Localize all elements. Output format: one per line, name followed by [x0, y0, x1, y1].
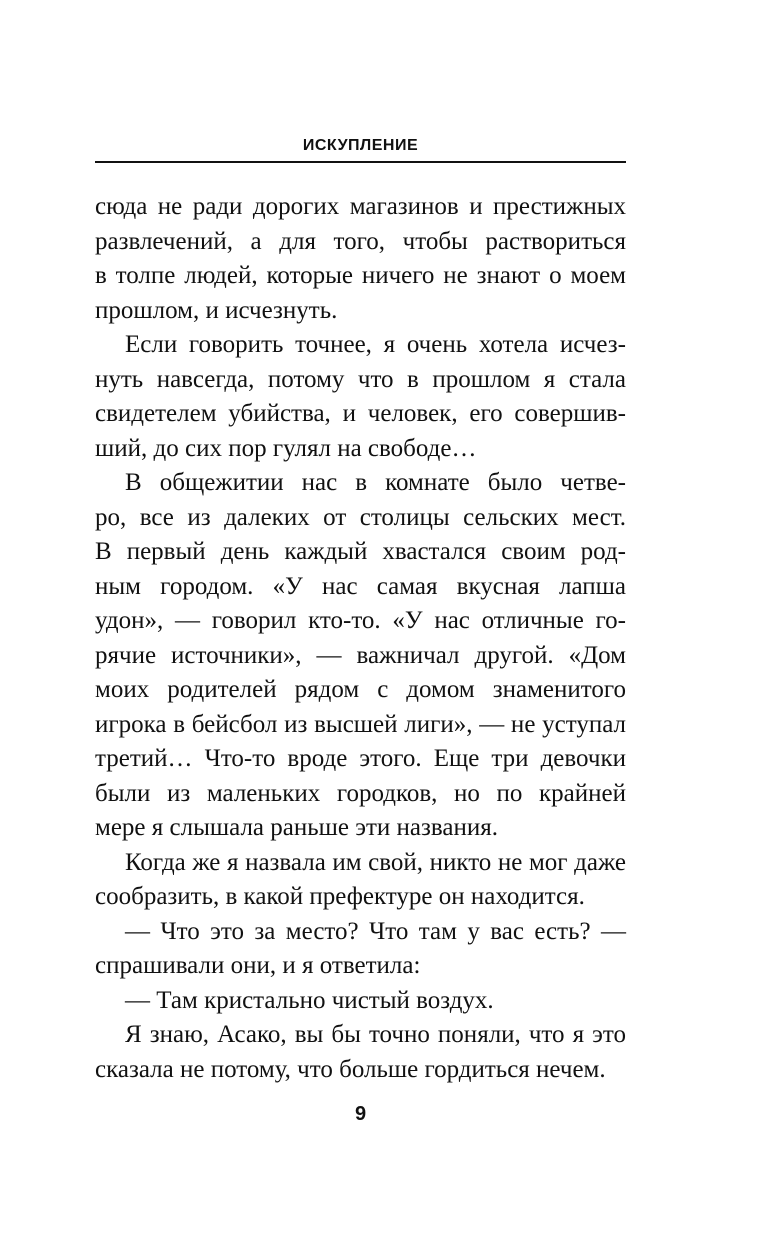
text-line: свидетелем убийства, и человек, его совершив- — [95, 400, 626, 427]
text-line: удон», — говорил кто-то. «У нас отличные го- — [95, 607, 626, 634]
text-line: мере я слышала раньше эти названия. — [95, 814, 498, 841]
text-line: рячие источники», — важничал другой. «Дом — [95, 641, 626, 669]
text-line: нуть навсегда, потому что в прошлом я стала — [95, 365, 626, 393]
text-line: сюда не ради дорогих магазинов и престижных — [95, 193, 626, 220]
dialogue-paragraph — [95, 915, 626, 984]
text-line: Если говорить точнее, я очень хотела исчез- — [125, 331, 626, 358]
text-line: В первый день каждый хвастался своим род- — [95, 538, 626, 565]
page-number: 9 — [354, 1103, 367, 1125]
paragraph — [95, 466, 626, 846]
text-line: ший, до сих пор гулял на свободе… — [95, 434, 477, 462]
text-line: развлечений, а для того, чтобы раствориться — [95, 227, 626, 255]
text-line: В общежитии нас в комнате было четве- — [125, 469, 626, 496]
running-head: ИСКУПЛЕНИЕ — [302, 137, 419, 154]
text-line: ным городом. «У нас самая вкусная лапша — [95, 572, 626, 600]
text-line: сообразить, в какой префектуре он находится. — [95, 883, 585, 910]
text-line: были из маленьких городков, но по крайней — [95, 779, 626, 807]
header-rule — [95, 161, 626, 163]
text-line: прошлом, и исчезнуть. — [95, 296, 338, 324]
text-line: моих родителей рядом с домом знаменитого — [95, 676, 626, 703]
text-line: Я знаю, Асако, вы бы точно поняли, что я это — [125, 1021, 626, 1048]
text-line: спрашивали они, и я ответила: — [95, 952, 421, 979]
text-line: игрока в бейсбол из высшей лиги», — не уступал — [95, 710, 626, 738]
paragraph — [95, 1018, 626, 1087]
paragraph — [95, 328, 626, 466]
body-text — [95, 190, 626, 1087]
text-line: ро, все из далеких от столицы сельских мест. — [95, 503, 626, 531]
text-line: сказала не потому, что больше гордиться нечем. — [95, 1055, 606, 1083]
text-line: в толпе людей, которые ничего не знают о моем — [95, 262, 626, 289]
text-line: — Там кристально чистый воздух. — [125, 986, 494, 1014]
text-line: Когда же я назвала им свой, никто не мог даже — [125, 848, 626, 876]
paragraph — [95, 190, 626, 328]
paragraph — [95, 846, 626, 915]
text-line: третий… Что-то вроде этого. Еще три девочки — [95, 745, 626, 772]
dialogue-paragraph — [95, 984, 626, 1019]
text-line: — Что это за место? Что там у вас есть? — — [125, 917, 626, 945]
